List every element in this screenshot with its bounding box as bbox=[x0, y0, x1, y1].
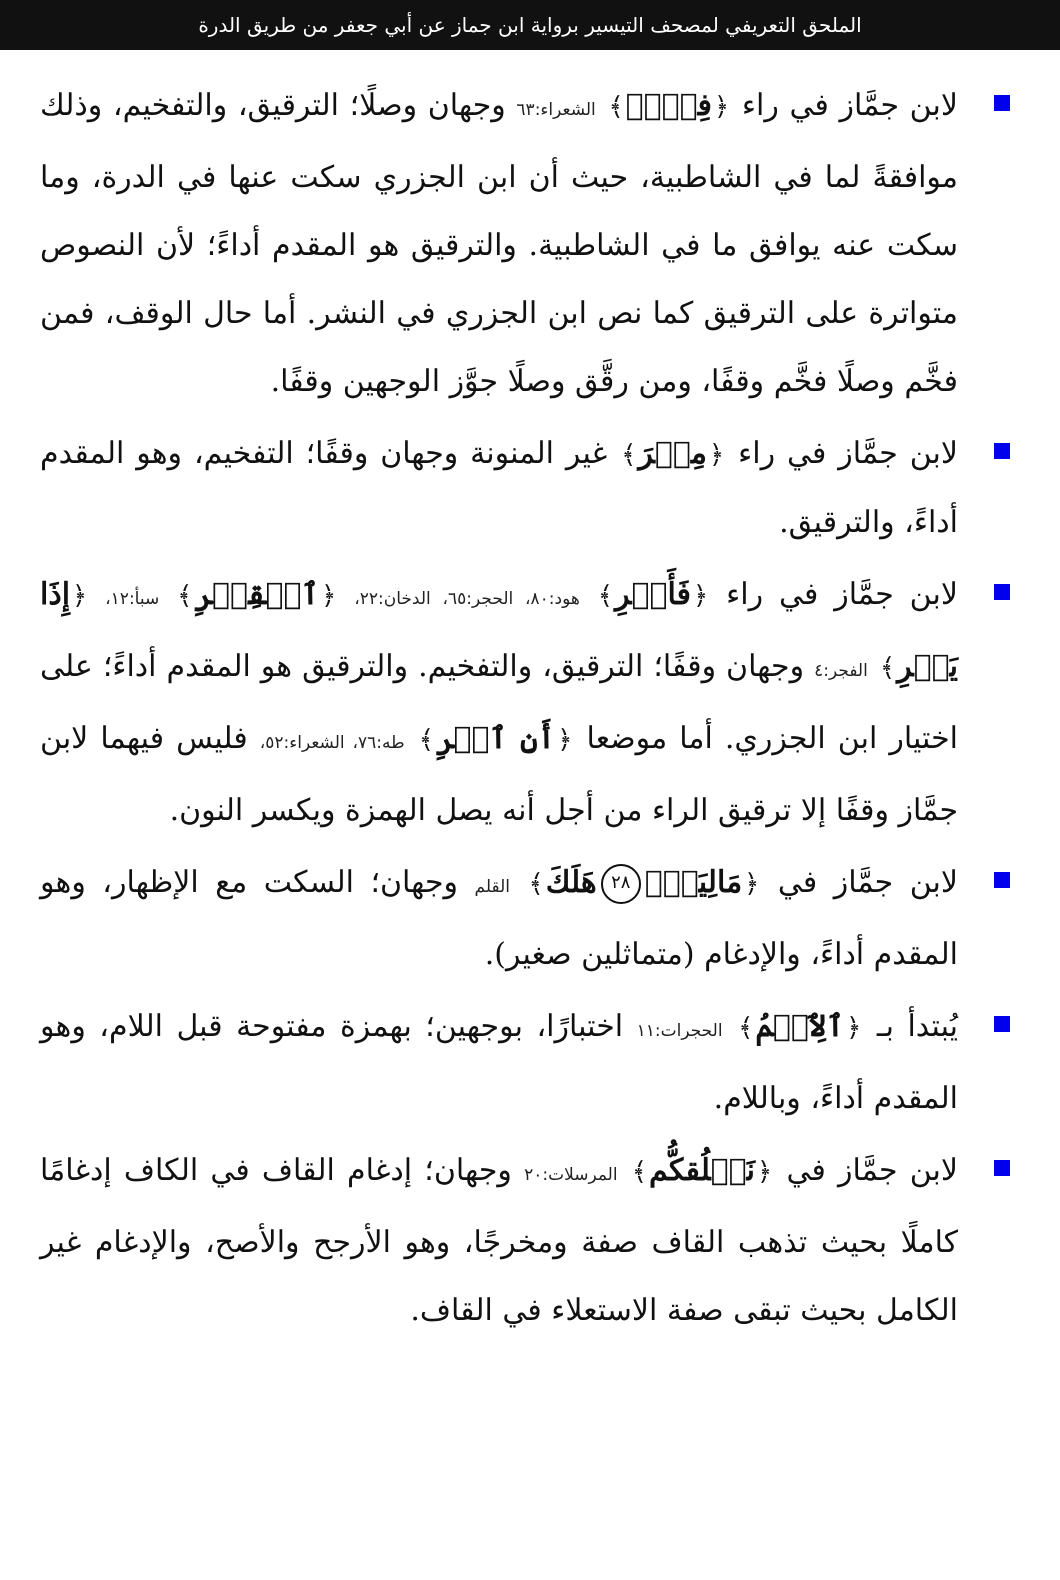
list-item bbox=[40, 849, 1010, 989]
verse-reference: الشعراء:٦٣ bbox=[516, 100, 596, 120]
bullet-square-icon bbox=[994, 443, 1010, 459]
quran-word: ٱلۡقِطۡرِ bbox=[194, 577, 320, 612]
ayah-number-badge: ٢٨ bbox=[601, 864, 641, 904]
bullet-square-icon bbox=[994, 872, 1010, 888]
list-item bbox=[40, 993, 1010, 1133]
ornate-bracket-close: ﴾ bbox=[597, 581, 613, 611]
ornate-bracket-open: ﴿ bbox=[693, 581, 709, 611]
verse-reference: طه:٧٦، الشعراء:٥٢، bbox=[259, 733, 405, 753]
item-text: لابن جمَّاز في bbox=[786, 1153, 958, 1188]
item-text: وجهان؛ السكت مع الإظهار، وهو المقدم أداءً، والإدغام (متماثلين صغير). bbox=[40, 865, 958, 972]
item-text: اختبارًا، بوجهين؛ بهمزة مفتوحة قبل اللام، وهو المقدم أداءً، وباللام. bbox=[40, 1009, 958, 1116]
header-title: الملحق التعريفي لمصحف التيسير برواية ابن جماز عن أبي جعفر من طريق الدرة bbox=[198, 13, 862, 37]
ornate-bracket-close: ﴾ bbox=[418, 725, 434, 755]
item-text: لابن جمَّاز في راء bbox=[738, 436, 958, 471]
quran-word: أَنِ ٱسۡرِ bbox=[435, 721, 556, 756]
ornate-bracket-close: ﴾ bbox=[177, 581, 193, 611]
verse-reference: القلم bbox=[474, 877, 510, 897]
list-item bbox=[40, 1137, 1010, 1345]
ornate-bracket-open: ﴿ bbox=[557, 725, 573, 755]
ornate-bracket-close: ﴾ bbox=[608, 92, 624, 122]
item-text: وجهان؛ إدغام القاف في الكاف إدغامًا كاملًا بحيث تذهب القاف صفة ومخرجًا، وهو الأرجح والأصح، والإدغام غير الكامل بحيث تبقى صفة الاستعلاء في القاف. bbox=[40, 1153, 958, 1328]
verse-reference: سبأ:١٢، bbox=[105, 589, 160, 609]
ornate-bracket-close: ﴾ bbox=[621, 440, 637, 470]
ornate-bracket-close: ﴾ bbox=[879, 653, 896, 683]
item-text: وجهان وصلًا؛ الترقيق، والتفخيم، وذلك موافقةً لما في الشاطبية، حيث أن ابن الجزري سكت عنها في الدرة، وما سكت عنه يوافق ما في الشاطبية. والترقيق هو المقدم أداءً؛ لأن النصوص متواترة على الترقيق كما نص ابن الجزري في النشر. أما حال الوقف، فمن فخَّم وصلًا فخَّم وقفًا، ومن رقَّق وصلًا جوَّز الوجهين وقفًا. bbox=[40, 88, 958, 399]
item-text: غير المنونة وجهان وقفًا؛ التفخيم، وهو المقدم أداءً، والترقيق. bbox=[40, 436, 958, 540]
verse-reference: الحجرات:١١ bbox=[636, 1021, 723, 1041]
page-content bbox=[40, 72, 1010, 1349]
item-text: لابن جمَّاز في راء bbox=[741, 88, 958, 123]
ornate-bracket-open: ﴿ bbox=[714, 92, 730, 122]
verse-reference: المرسلات:٢٠ bbox=[524, 1165, 618, 1185]
quran-word: فِرۡقٖ bbox=[625, 88, 713, 123]
bullet-square-icon bbox=[994, 95, 1010, 111]
ornate-bracket-open: ﴿ bbox=[321, 581, 337, 611]
ornate-bracket-open: ﴿ bbox=[709, 440, 725, 470]
item-text: لابن جمَّاز في bbox=[777, 865, 958, 900]
list-item bbox=[40, 420, 1010, 557]
ornate-bracket-open: ﴿ bbox=[757, 1157, 773, 1187]
verse-reference: هود:٨٠، الحجر:٦٥، الدخان:٢٢، bbox=[354, 589, 580, 609]
ornate-bracket-open: ﴿ bbox=[846, 1013, 862, 1043]
ornate-bracket-open: ﴿ bbox=[72, 581, 88, 611]
ornate-bracket-close: ﴾ bbox=[738, 1013, 754, 1043]
list-item bbox=[40, 72, 1010, 416]
quran-word: فَأَسۡرِ bbox=[614, 577, 691, 612]
list-item bbox=[40, 561, 1010, 845]
quran-word: مَالِيَهۡۜ bbox=[644, 865, 743, 900]
quran-word: هَلَكَ bbox=[545, 865, 597, 900]
quran-word: ٱلِٱسۡمُ bbox=[755, 1009, 845, 1044]
item-text: لابن جمَّاز في راء bbox=[726, 577, 958, 612]
ornate-bracket-open: ﴿ bbox=[744, 869, 760, 899]
bullet-square-icon bbox=[994, 1016, 1010, 1032]
quran-word: نَخۡلُقكُّم bbox=[649, 1153, 756, 1188]
quran-word: مِصۡرَ bbox=[638, 436, 707, 471]
item-text: وجهان وقفًا؛ الترقيق، والتفخيم. والترقيق هو المقدم أداءً؛ على اختيار ابن الجزري. أما موضعا bbox=[40, 649, 958, 756]
item-text: فليس فيهما لابن جمَّاز وقفًا إلا ترقيق الراء من أجل أنه يصل الهمزة ويكسر النون. bbox=[40, 721, 958, 828]
page-header bbox=[0, 0, 1060, 50]
bullet-square-icon bbox=[994, 1160, 1010, 1176]
bullet-square-icon bbox=[994, 584, 1010, 600]
verse-reference: الفجر:٤ bbox=[814, 661, 868, 681]
ornate-bracket-close: ﴾ bbox=[528, 869, 544, 899]
ornate-bracket-close: ﴾ bbox=[631, 1157, 648, 1187]
quran-word: إِذَا يَسۡرِ bbox=[40, 577, 958, 684]
item-text: يُبتدأ بـ bbox=[876, 1009, 958, 1044]
